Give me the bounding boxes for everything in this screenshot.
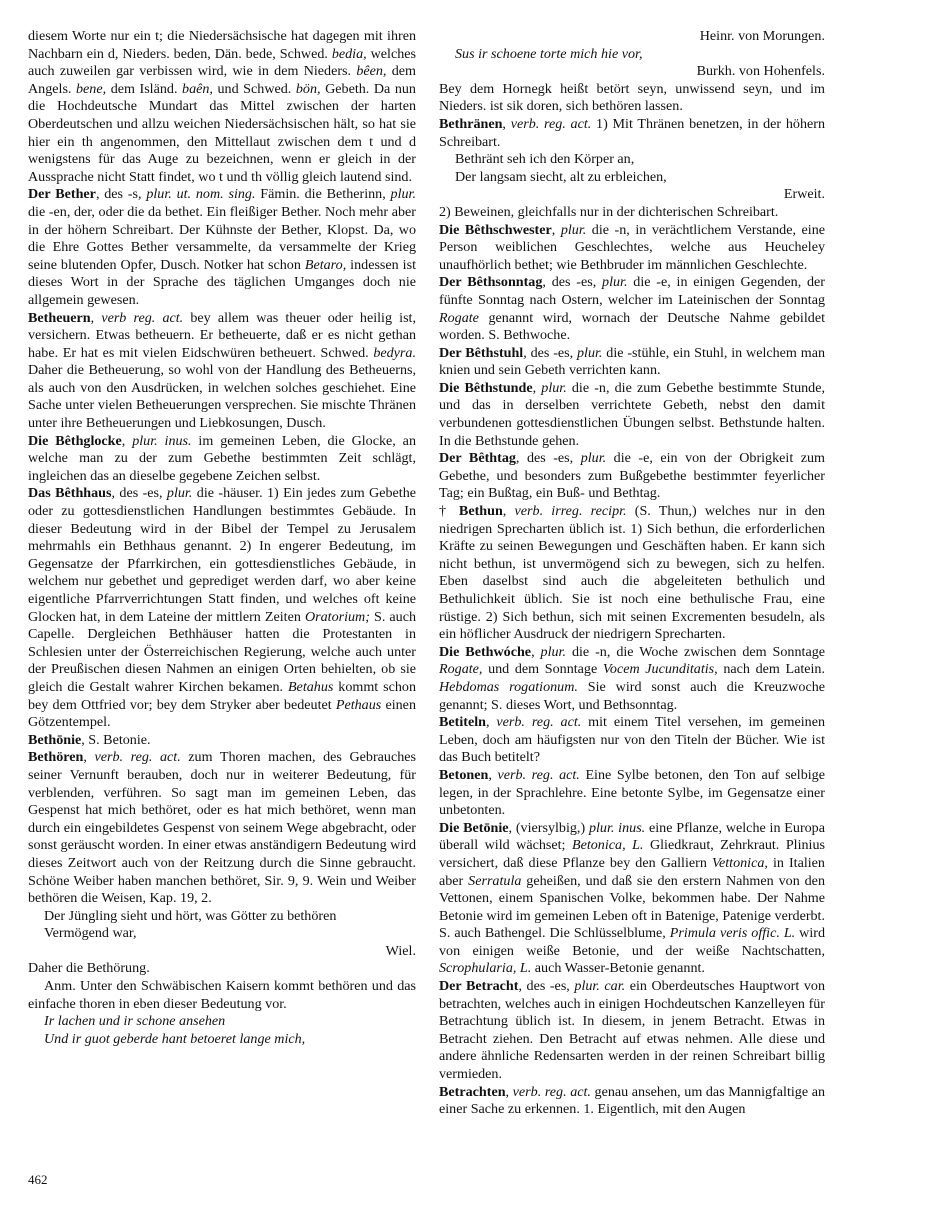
headword: Bethränen [439,115,503,132]
headword: Betheuern [28,309,91,326]
text-run: Der Jüngling sieht und hört, was Götter zu bethören [44,907,337,924]
text-run: , des -es, [542,274,603,291]
text-run: im gemeinen Leben, die Glocke, an welche man zu der zum Gebethe bestimmten Zeit schlägt, ingleichen das an dieselbe gegebene Zeichen selbst. [28,432,416,484]
text-run: , S. Betonie. [81,731,151,748]
text-run: , des -es, [111,485,167,502]
text-run: die -n, in verächtlichem Verstande, eine Person weiblichen Geschlechtes, welche aus Heucheley unaufhörlich bethet; wie Bethbruder im männlichen Geschlechte. [439,221,825,273]
text-run: mit einem Titel versehen, im gemeinen Leben, doch am häufigsten nur von den Titeln der Bücher. Wie ist das Buch betitelt? [439,714,825,766]
text-run: , (viersylbig,) [508,819,589,836]
italic-run: plur. [580,450,607,467]
text-run: , [502,503,515,520]
text-run: 2) Beweinen, gleichfalls nur in der dichterischen Schreibart. [439,203,779,220]
italic-run: bön, [295,80,321,97]
verse-line [455,151,825,169]
attribution [439,186,825,204]
italic-run: plur. [602,274,628,291]
headword: Die Bêthglocke [28,432,122,449]
headword: Der Bêthsonntag [439,274,543,291]
text-run: bey allem was theuer oder heilig ist, versichern. Etwas betheuern. Er betheuerte, daß er es nicht gethan habe. Er hat es mit vielen Eidschwüren betheuert. Schwed. [28,309,416,361]
headword: Die Bêthstunde [439,379,533,396]
italic-run: bene, [76,80,107,97]
headword: Der Bether [28,186,96,203]
text-run: , des -es, [518,978,575,995]
text-run: Erweit. [783,186,825,203]
italic-run: Betaro, [304,256,347,273]
text-run: auch Wasser-Betonie genannt. [531,960,705,977]
italic-run: bêen, [356,63,387,80]
entry-paragraph [28,186,416,309]
entry-paragraph [28,28,416,186]
text-run: Fämin. die Betherinn, [255,186,391,203]
text-run: eine Pflanze, welche in Europa überall wild wächset; [439,819,825,854]
text-run: geheißen, und daß sie den erstern Nahmen von den Vettonen, einem Spanischen Volke, bekommen habe. Der Nahme Betonie wird im gemeinen Leben oft in Batenige, Patenige verderbt. S. auch Bathengel. Die Schlüsselblume, [439,872,825,942]
text-run: zum Thoren machen, des Gebrauches seiner Vernunft berauben, doch nur in weiterer Bedeutung, für verblenden, verführen. So sagt man im gemeinen Leben, das Gespenst hat mich bethöret, oder es hat mich bethöret, wenn man durch ein eingebildetes Gespenst von seinem Wege abgebracht, oder sonst geräuscht worden. In einer etwas anständigern Bedeutung wird dieses Zeitwort auch von der Reitzung durch die Sinne gebraucht. Schöne Weiber haben manchen bethöret, Sir. 9, 9. Wein und Weiber bethören die Weisen, Kap. 19, 2. [28,749,416,907]
italic-run: Betonica, L. [571,837,644,854]
entry-paragraph [28,749,416,907]
entry-paragraph [439,81,825,116]
italic-run: verb reg. act. [101,309,184,326]
text-run: und Schwed. [212,80,296,97]
italic-run: Rogate, [439,661,483,678]
verse-line [44,1031,416,1049]
text-run: † [439,503,459,520]
headword: Die Betōnie [439,819,509,836]
text-run: die -e, in einigen Gegenden, der fünfte Sonntag nach Ostern, welcher im Lateinischen der Sonntag [439,274,825,308]
text-run: (S. Thun,) welches nur in den niedrigen Sprecharten üblich ist. 1) Sich bethun, die erforderlichen Kräfte zu seinen Bewegungen und Geschäften haben. Er kann sich nicht bethun, ist unvermögend sich zu bewegen, sich zu helfen. Eben daselbst sind auch die abgeleiteten bethulich und Bethulichkeit üblich. Sie ist noch eine bethulische Frau, eine rüstige. 2) Sich bethun, sich mit seinen Excrementen besudeln, als ein höflicher Ausdruck der niedrigern Sprecharten. [439,503,826,643]
text-run: Der langsam siecht, alt zu erbleichen, [455,168,667,185]
italic-run: verb. reg. act. [496,714,582,731]
text-run: , des -es, [515,450,581,467]
text-run: 1) Mit Thränen benetzen, in der höhern Schreibart. [439,115,826,150]
text-run: , [83,749,95,766]
headword: Das Bêthhaus [28,485,112,502]
italic-run: baên, [182,80,213,97]
text-run: Daher die Bethörung. [28,960,150,977]
italic-run: plur. inus. [588,819,646,836]
text-run: nach dem Latein. [717,661,825,678]
text-run: genannt wird, wornach der Deutsche Nahme gebildet worden. S. Bethwoche. [439,309,825,344]
attribution [28,943,416,961]
headword: Die Bethwóche [439,643,532,660]
italic-run: Ir lachen und ir schone ansehen [44,1013,226,1030]
italic-run: Primula veris offic. L. [669,925,796,942]
entry-paragraph [439,204,825,222]
text-run: Burkh. von Hohenfels. [696,63,825,80]
italic-run: Und ir guot geberde hant betoeret lange mich, [44,1030,306,1047]
text-run: die -e, ein von der Obrigkeit zum Gebethe, und besonders zum Bußgebethe bestimmter feyerlicher Tag; ein Bußtag, ein Buß- und Bethtag. [439,450,826,502]
italic-run: Betahus [287,678,334,695]
headword: Bethōnie [28,731,82,748]
italic-run: Pethaus [335,696,382,713]
text-run: S. auch Capelle. Dergleichen Bethhäuser hatten die Protestanten in Schlesien unter der Österreichischen Regierung, welche auch unter der Preußischen diesen Nahmen an einigen Orten behielten, ob sie gleich die Gestalt wahrer Kirchen bekamen. [28,608,416,695]
text-run: Bey dem Hornegk heißt betört seyn, unwissend seyn, und im Nieders. ist sik doren, sich bethören lassen. [439,80,825,115]
headword: Der Bêthtag [439,450,516,467]
text-run: Heinr. von Morungen. [699,28,825,44]
italic-run: Scrophularia, L. [439,960,532,977]
text-run: , [121,432,133,449]
text-run: , [551,221,561,238]
entry-paragraph [439,1084,825,1119]
page-number: 462 [28,1172,48,1187]
entry-paragraph [28,433,416,486]
left-column [28,28,416,1048]
text-run: , des -es, [523,344,577,361]
italic-run: verb. reg. act. [512,1083,591,1100]
entry-paragraph [28,960,416,978]
italic-run: Sus ir schoene torte mich hie vor, [455,45,643,62]
entry-paragraph [439,820,825,978]
verse-line [455,169,825,187]
entry-paragraph [28,732,416,750]
text-run: , [502,115,511,132]
italic-run: verb. reg. act. [510,115,592,132]
text-run: Vermögend war, [44,925,137,942]
italic-run: plur. ut. nom. sing. [146,186,256,203]
text-run: , [488,766,498,783]
italic-run: bedia, [331,45,367,62]
text-run: , [531,643,541,660]
italic-run: Vocem Jucunditatis, [602,661,718,678]
text-run: Eine Sylbe betonen, den Ton auf selbige legen, in der Sprachlehre. Eine betonte Sylbe, im Gegensatze einer unbetonten. [439,766,825,819]
headword: Der Bêthstuhl [439,344,524,361]
entry-paragraph [439,644,825,714]
text-run: und dem Sonntage [482,661,603,678]
headword: Betonen [439,766,489,783]
text-run: welches auch zuweilen gar verbissen wird, wie in dem Nieders. [28,45,416,80]
text-run: Wiel. [385,942,416,959]
text-run: , [485,714,497,731]
text-run: , des -s, [95,186,147,203]
entry-paragraph [439,116,825,151]
italic-run: Vettonica, [711,854,768,871]
note-paragraph [28,978,416,1013]
entry-paragraph [28,310,416,433]
text-run: dem Angels. [28,63,416,97]
entry-paragraph [439,714,825,767]
italic-run: plur. [560,221,587,238]
headword: Bethören [28,749,84,766]
text-run: wird von einigen weiße Betonie, und der weiße Nachtschatten, [439,925,825,959]
entry-paragraph [439,380,825,450]
text-run: diesem Worte nur ein t; die Niedersächsische hat dagegen mit ihren Nachbarn ein d, Nieders. beden, Dän. bede, Schwed. [28,28,416,62]
text-run: Anm. Unter den Schwäbischen Kaisern kommt bethören und das einfache thoren in eben dieser Bedeutung vor. [28,978,416,1012]
text-run: Gebeth. Da nun die Hochdeutsche Mundart das Mittel zwischen der harten Oberdeutschen und allzu weichen Niedersächsischen hält, so hat sie hier ein th angenommen, den Mittellaut zwischen dem t und d wenigstens für das Auge zu bezeichnen, wenn er gleich in der Aussprache nicht Statt findet, wo t und th völlig gleich lautend sind. [28,80,416,185]
text-run: indessen ist dieses Wort in der Sprache des täglichen Umganges doch nie allgemein gewesen. [28,256,416,308]
entry-paragraph [439,274,825,344]
headword: Der Betracht [439,978,519,995]
headword: Betiteln [439,714,486,731]
entry-paragraph [439,767,825,820]
verse-line [44,1013,416,1031]
text-run: in Italien aber [439,854,825,889]
text-run: Sie wird sonst auch die Kreuzwoche genannt; S. dieses Wort, und Bethsonntag. [439,678,825,713]
italic-run: Rogate [439,309,479,326]
italic-run: plur. car. [574,978,626,995]
text-run: genau ansehen, um das Mannigfaltige an einer Sache zu erkennen. 1. Eigentlich, mit den Augen [439,1083,825,1118]
verse-line [455,46,825,64]
italic-run: verb. reg. act. [497,766,580,783]
italic-run: Hebdomas rogationum. [439,678,578,695]
text-run: die -n, die zum Gebethe bestimmte Stunde, und das in derselben verrichtete Gebeth, nebst den damit verbundenen gottesdienstlichen Übungen selbst. Bethstunde halten. In die Bethstunde gehen. [439,379,825,449]
entry-paragraph [439,222,825,275]
text-run: einen Götzentempel. [28,696,416,731]
italic-run: plur. inus. [132,432,192,449]
entry-paragraph [439,345,825,380]
italic-run: plur. [541,379,567,396]
verse-line [44,925,416,943]
text-run: , [505,1083,513,1100]
text-run: die -stühle, ein Stuhl, in welchem man knien und sein Gebeth verrichten kann. [439,344,825,379]
text-run: Daher die Betheuerung, so wohl von der Handlung des Betheuerns, als auch von den Ausdrücken, in welchen solches geschiehet. Eine Sache unter vielen Betheuerungen versprechen. Sie mischte Thränen unter ihre Betheuerungen und Liebkosungen, Dusch. [28,362,416,432]
italic-run: Serratula [468,872,522,889]
text-run: Bethränt seh ich den Körper an, [455,151,635,168]
entry-paragraph [28,485,416,731]
italic-run: verb. irreg. recipr. [514,503,627,520]
headword: Die Bêthschwester [439,221,552,238]
italic-run: plur. [577,344,603,361]
text-run: dem Isländ. [106,80,183,97]
right-column [439,28,825,1119]
text-run: die -häuser. 1) Ein jedes zum Gebethe oder zu gottesdienstlichen Handlungen bestimmtes Gebäude. In dieser Bedeutung wird in der Bibel der Tempel zu Jerusalem mehrmahls ein Bethhaus genannt. 2) In engerer Bedeutung, im Gegensatze der Pfarrkirchen, ein gottesdienstliches Gebäude, in welchem nur gebethet und geprediget werden darf, wo aber keine eigentliche Pfarrverrichtungen Statt finden, und welches oft keine Glocken hat, in dem Lateine der mittlern Zeiten [28,485,416,625]
text-run: kommt schon bey dem Ottfried vor; bey dem Stryker aber bedeutet [28,678,416,713]
italic-run: plur. [540,643,566,660]
entry-paragraph [439,450,825,503]
headword: Betrachten [439,1083,506,1100]
entry-paragraph [439,978,825,1084]
text-run: die -en, der, oder die da bethet. Ein fleißiger Bether. Noch mehr aber in der höhern Schreibart. Der Kühnste der Bether, Klopst. Da, wo die Ehre Gottes Bether versammelte, da versammelte der Krieg seine blutenden Opfer, Dusch. Notker hat schon [28,203,416,273]
headword: Bethun [458,503,503,520]
italic-run: plur. [166,485,193,502]
text-run: , [532,379,542,396]
text-run: Gliedkraut, Zehrkraut. Plinius versichert, daß diese Pflanze bey den Galliern [439,837,825,871]
italic-run: verb. reg. act. [94,749,181,766]
text-run: die -n, die Woche zwischen dem Sonntage [566,643,825,660]
entry-paragraph [439,503,825,644]
text-run: , [90,309,102,326]
text-run: ein Oberdeutsches Hauptwort von betrachten, welches auch in einigen Hochdeutschen Kanzelleyen für Betrachtung üblich ist. In diesem, in jenem Betracht. Etwas in Betracht ziehen. Den Betracht auf etwas nehmen. Alle diese und andere ähnliche Redensarten werden in der reinen Schreibart billig vermieden. [439,978,825,1083]
attribution [439,28,825,46]
italic-run: bedyra. [373,344,416,361]
italic-run: Oratorium; [304,608,370,625]
italic-run: plur. [390,186,416,203]
attribution [439,63,825,81]
verse-line [44,908,416,926]
